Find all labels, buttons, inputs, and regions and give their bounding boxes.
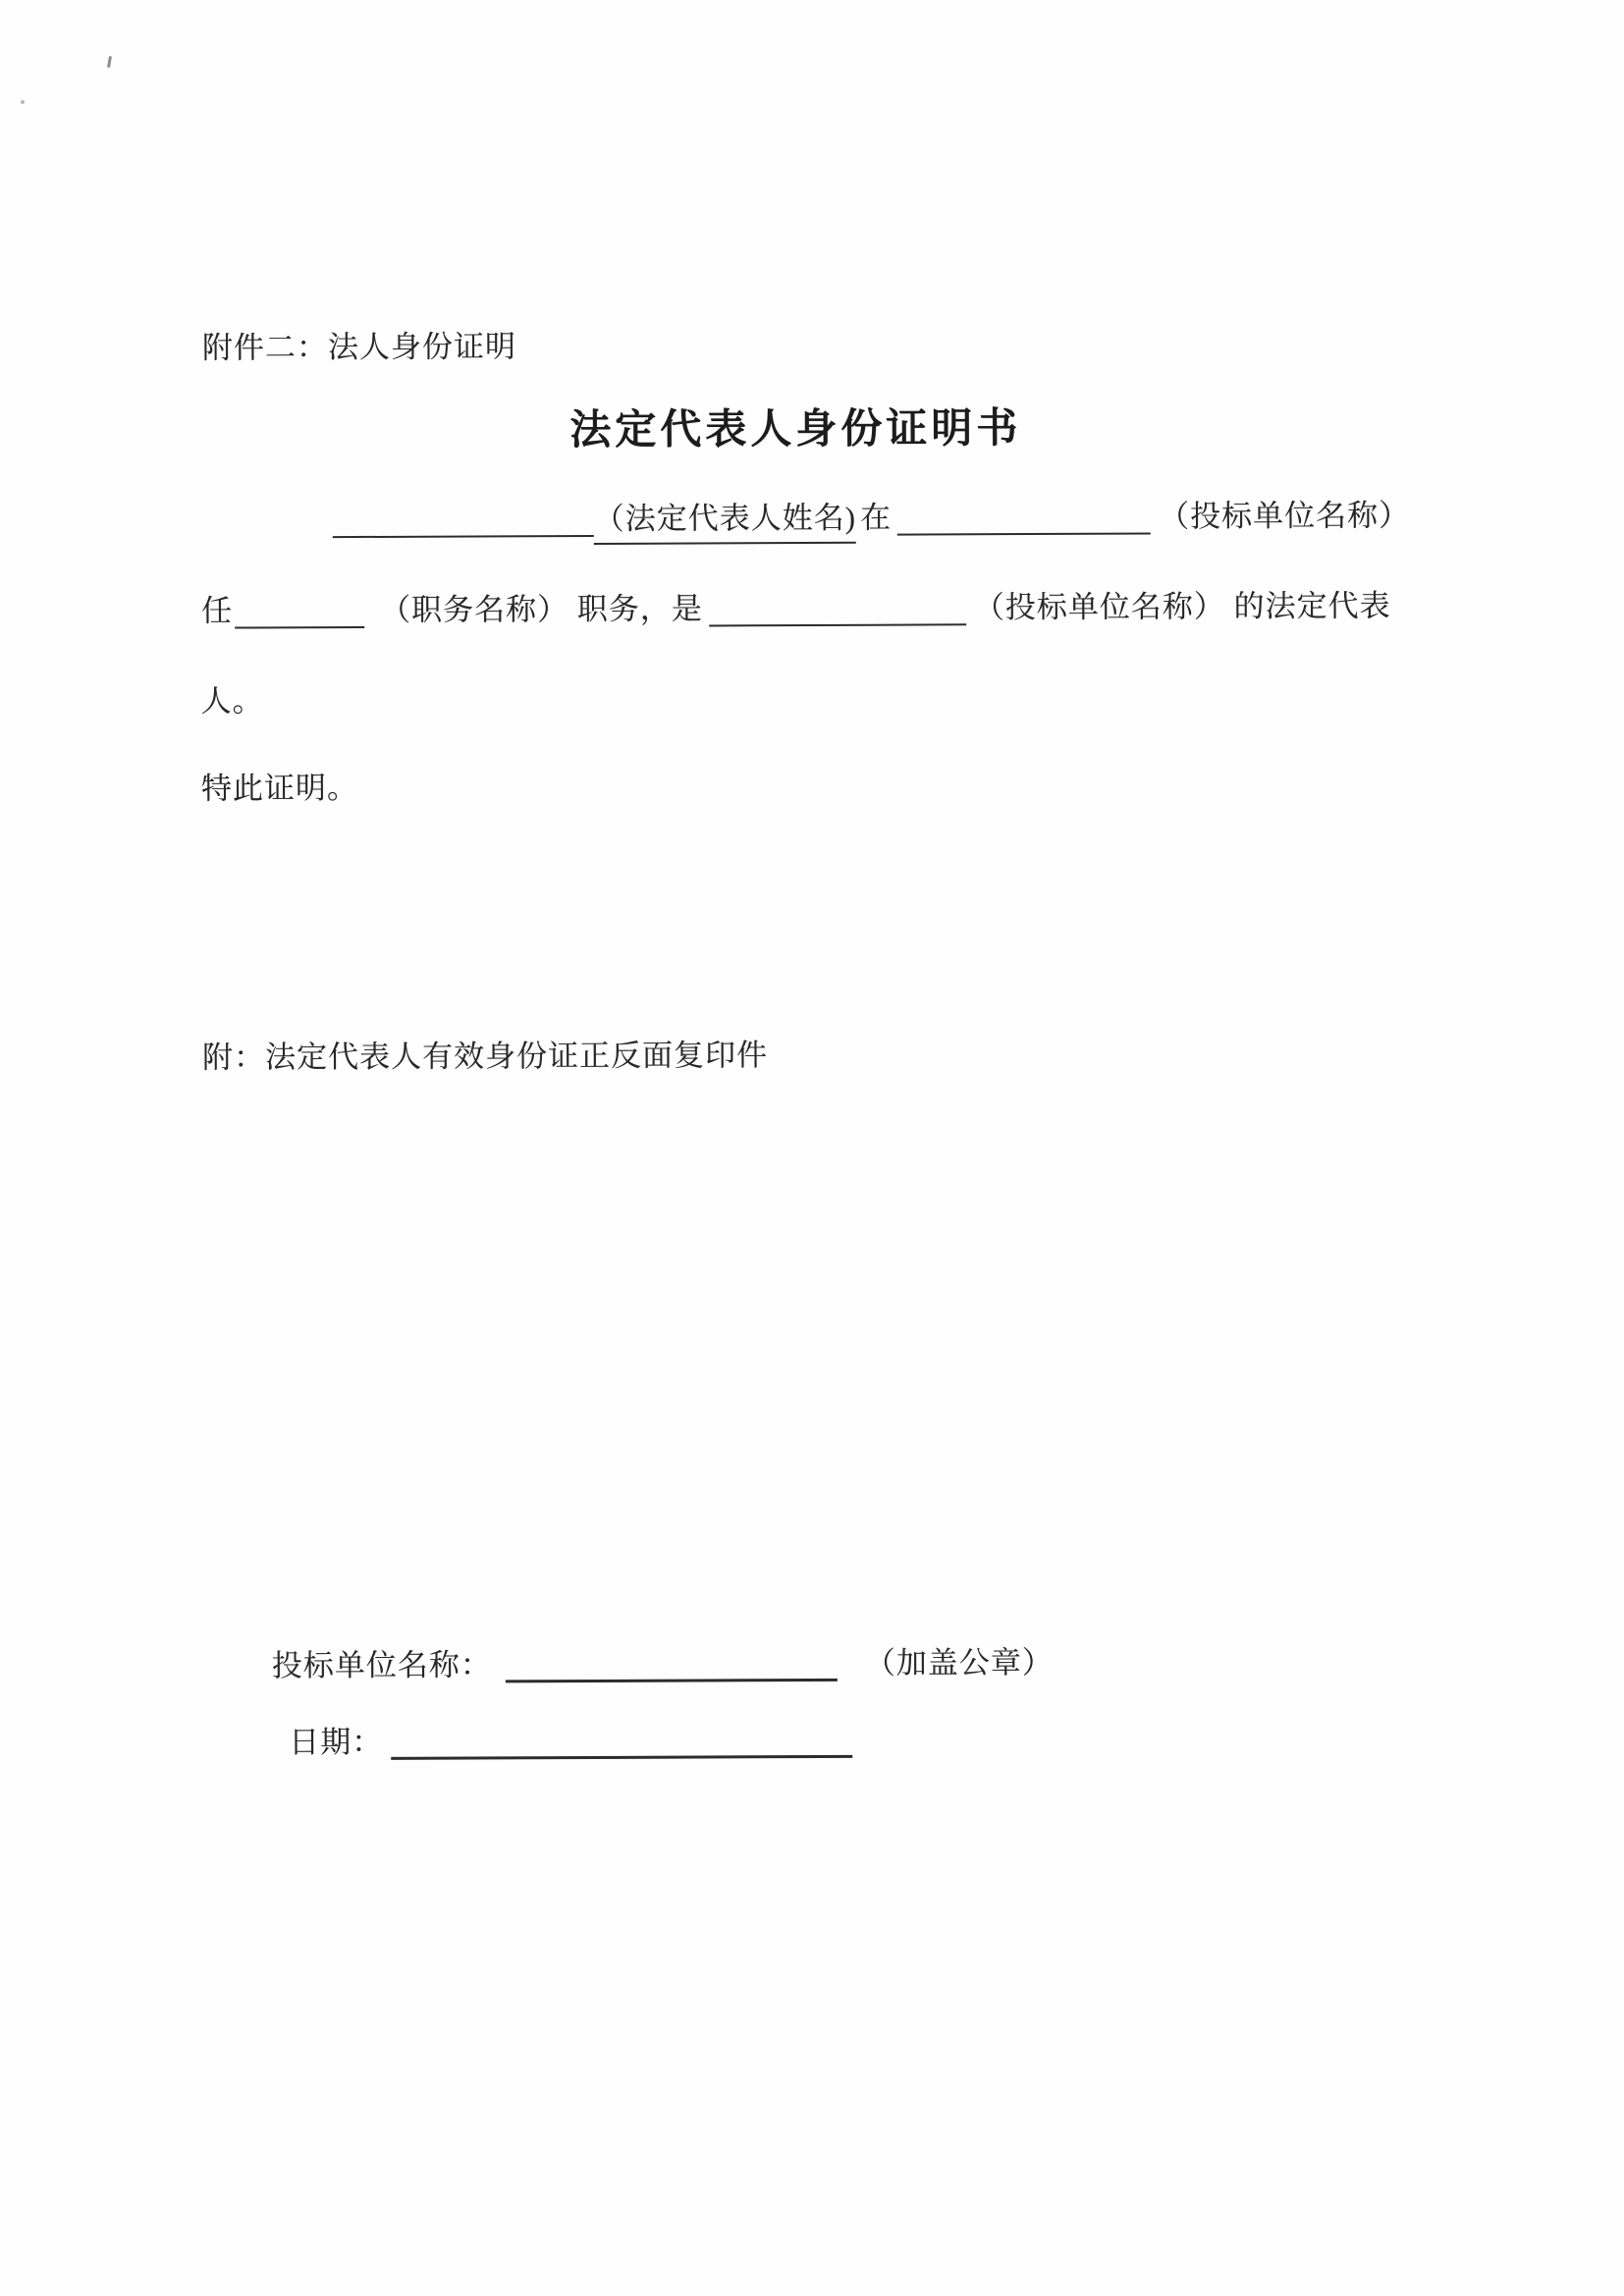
company-name-hint-1: （投标单位名称） [1158, 498, 1411, 534]
attachment-note: 附件二：法人身份证明 [201, 329, 517, 365]
blank-company-name-2 [709, 623, 966, 626]
footer-date-line [289, 1719, 852, 1765]
blank-company-name-1 [897, 532, 1151, 535]
blank-representative-name [333, 535, 594, 538]
connector-ren: 任 [201, 593, 234, 628]
paragraph-line-1 [333, 494, 1411, 546]
paragraph-line-2 [201, 584, 1391, 632]
date-label: 日期： [289, 1724, 384, 1760]
company-name-hint-2: （投标单位名称） 的法定代表 [973, 588, 1391, 625]
paragraph-line-3: 人。 [200, 683, 264, 719]
seal-hint: （加盖公章） [864, 1644, 1054, 1681]
company-name-label: 投标单位名称： [271, 1647, 492, 1683]
blank-footer-company-name [506, 1679, 838, 1682]
connector-zai: 在 [859, 500, 893, 535]
blank-duty-title [235, 626, 364, 629]
representative-name-hint: （法定代表人姓名) [594, 497, 857, 545]
footer-company-line [272, 1641, 1054, 1687]
certify-statement: 特此证明。 [200, 771, 358, 806]
document-title: 法定代表人身份证明书 [569, 406, 1022, 454]
blank-date [391, 1755, 852, 1760]
duty-hint-text: （职务名称） 职务，是 [380, 591, 703, 627]
attachment-copy-note: 附：法定代表人有效身份证正反面复印件 [202, 1038, 769, 1075]
